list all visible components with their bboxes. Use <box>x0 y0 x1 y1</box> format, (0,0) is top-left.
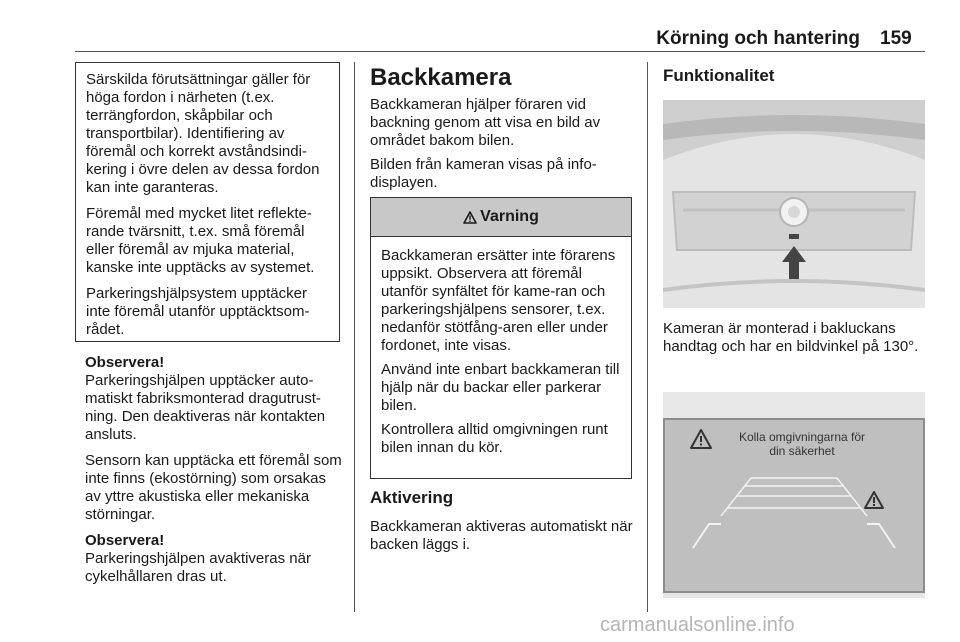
activation-heading: Aktivering <box>370 488 454 507</box>
note-1-text: Parkeringshjälpen upptäcker auto-matiskt fabriksmonterad dragutrust-ning. Den deaktiveras när kontakten ansluts. <box>85 372 326 443</box>
parking-guide-lines <box>665 420 923 591</box>
warning-title: Varning <box>480 208 539 225</box>
warning-triangle-icon <box>463 211 477 224</box>
warning-box <box>370 197 632 479</box>
display-message-line-1: Kolla omgivningarna för <box>738 430 866 444</box>
functionality-caption-wrap <box>663 320 928 356</box>
display-message-line-2: din säkerhet <box>769 444 835 458</box>
activation-section <box>370 488 635 554</box>
warning-body <box>371 237 631 457</box>
box-paragraph-3: Parkeringshjälpsystem upptäcker inte föremål utanför upptäcktsom-rådet. <box>86 285 310 338</box>
note-2-text: Parkeringshjälpen avaktiveras när cykelhållaren dras ut. <box>85 550 311 585</box>
page-number: 159 <box>880 28 912 49</box>
note-2-heading: Observera! <box>85 532 165 549</box>
warning-paragraph-1: Backkameran ersätter inte förarens uppsikt. Observera att föremål utanför synfältet för kame-ran och parkeringshjälpens sensorer, t.ex. nedanför stötfång-aren eller under fordonet, inte visas. <box>381 247 616 354</box>
header-rule <box>75 51 925 52</box>
warning-paragraph-2: Använd inte enbart backkameran till hjälp när du backar eller parkerar bilen. <box>381 361 620 414</box>
watermark: carmanualsonline.info <box>600 614 795 636</box>
warning-header <box>371 198 631 237</box>
box-paragraph-2: Föremål med mycket litet reflekte-rande tvärsnitt, t.ex. små föremål eller föremål av mjuka material, kanske inte upptäcks av systemet. <box>86 205 315 276</box>
column-divider-1 <box>354 62 355 612</box>
functionality-heading-wrap <box>663 66 928 86</box>
camera-display-illustration <box>663 392 925 598</box>
activation-text: Backkameran aktiveras automatiskt när backen läggs i. <box>370 518 633 553</box>
column-2-top <box>370 64 635 192</box>
warning-paragraph-3: Kontrollera alltid omgivningen runt bilen innan du kör. <box>381 421 608 456</box>
intro-paragraph-2: Bilden från kameran visas på info-displayen. <box>370 156 597 191</box>
box-paragraph-1: Särskilda förutsättningar gäller för höga fordon i närheten (t.ex. terrängfordon, skåpbilar och transportbilar). Identifiering av föremål och korrekt avståndsindi-kering i övre delen av dessa fordon kan inte garanteras. <box>86 71 320 196</box>
conditions-box <box>75 62 340 342</box>
section-heading-backkamera: Backkamera <box>370 64 512 91</box>
camera-location-illustration <box>663 100 925 308</box>
echo-paragraph: Sensorn kan upptäcka ett föremål som inte finns (ekostörning) som orsakas av yttre akustiska eller mekaniska störningar. <box>85 452 342 523</box>
display-screen <box>663 418 925 593</box>
note-1-heading: Observera! <box>85 354 165 371</box>
functionality-heading: Funktionalitet <box>663 66 775 85</box>
column-1-body <box>85 354 343 586</box>
column-divider-2 <box>647 62 648 612</box>
intro-paragraph-1: Backkameran hjälper föraren vid backning genom att visa en bild av området bakom bilen. <box>370 96 601 149</box>
functionality-caption: Kameran är monterad i bakluckans handtag och har en bildvinkel på 130°. <box>663 320 919 355</box>
running-header-title: Körning och hantering <box>656 28 860 49</box>
